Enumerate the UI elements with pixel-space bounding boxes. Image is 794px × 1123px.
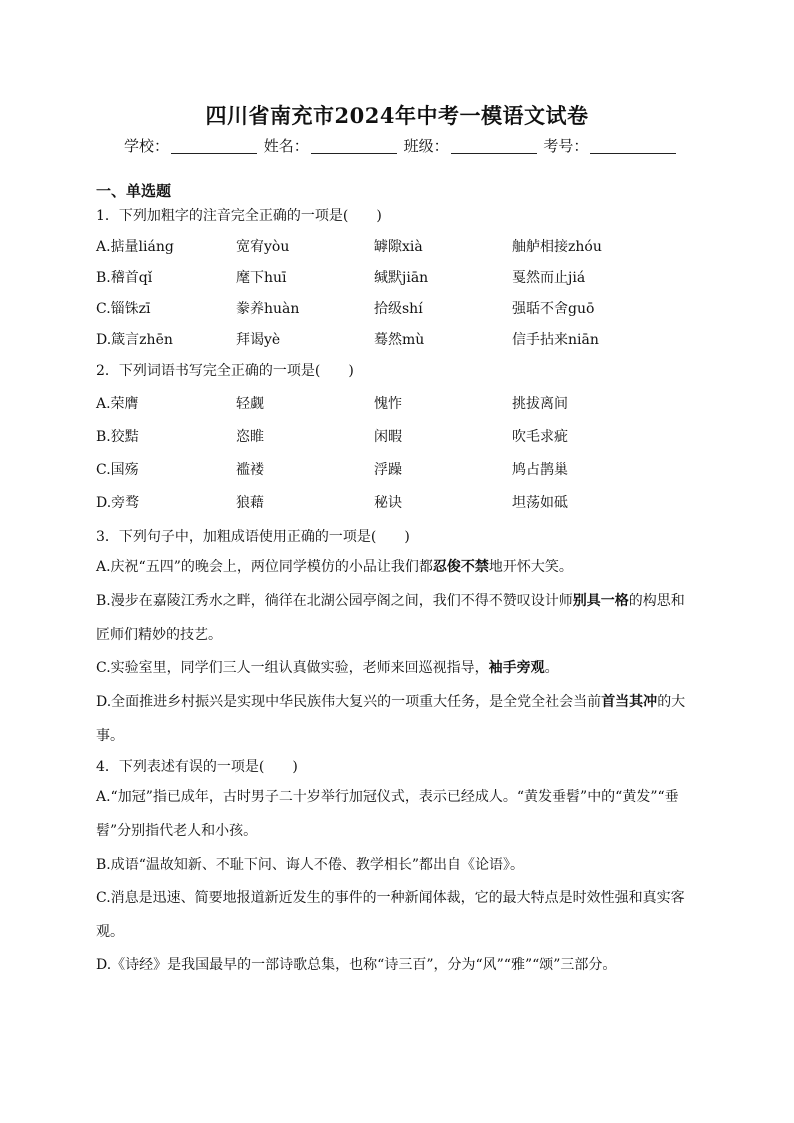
q1-option-cell: B.稽首qǐ [96, 270, 153, 286]
q4-stem: 4．下列表述有误的一项是( ) [96, 759, 298, 775]
school-blank [171, 138, 257, 154]
name-blank [311, 138, 397, 154]
q2-option-cell: B.狡黠 [96, 429, 139, 445]
q2-option-cell: C.国殇 [96, 462, 139, 478]
q1-option-cell: 豢养huàn [236, 301, 300, 317]
q2-option-cell: 挑拔离间 [512, 396, 568, 412]
q2-stem: 2．下列词语书写完全正确的一项是( ) [96, 363, 354, 379]
q1-stem: 1．下列加粗字的注音完全正确的一项是( ) [96, 208, 382, 224]
q2-option-cell: 闲暇 [374, 429, 402, 445]
q3-b-text: B.漫步在嘉陵江秀水之畔，徜徉在北湖公园亭阁之间，我们不得不赞叹设计师 [96, 593, 573, 609]
q3-c-text-end: 。 [544, 660, 559, 676]
q3-d-text: D.全面推进乡村振兴是实现中华民族伟大复兴的一项重大任务，是全党全社会当前 [96, 694, 602, 710]
q2-option-cell: 鸠占鹊巢 [512, 462, 568, 478]
q1-option-cell: 拜谒yè [236, 332, 281, 348]
section-heading: 一、单选题 [96, 182, 172, 200]
school-label: 学校： [124, 137, 170, 155]
class-blank [451, 138, 537, 154]
q3-option-d [96, 685, 696, 753]
q2-option-cell: 轻觑 [236, 396, 264, 412]
exam-no-blank [590, 138, 676, 154]
q2-option-cell: 浮躁 [374, 462, 402, 478]
q4-option-b: B.成语“温故知新、不耻下问、诲人不倦、教学相长”都出自《论语》。 [96, 857, 525, 873]
q1-option-cell: A.掂量liáng [96, 239, 174, 255]
q2-option-cell: 吹毛求疵 [512, 429, 568, 445]
q3-a-text-end: 地开怀大笑。 [488, 559, 573, 575]
q1-option-cell: 麾下huī [236, 270, 287, 286]
q1-option-cell: 宽宥yòu [236, 239, 290, 255]
exam-no-label: 考号： [543, 137, 589, 155]
name-label: 姓名： [263, 137, 309, 155]
q3-b-bold: 别具一格 [572, 593, 629, 609]
q2-option-cell: 秘诀 [374, 495, 402, 511]
q3-b-text-end: 的构思和匠师们精妙的技艺。 [96, 593, 685, 643]
q3-a-bold: 忍俊不禁 [432, 559, 489, 575]
class-label: 班级： [403, 137, 449, 155]
q1-option-cell: 罅隙xià [374, 239, 423, 255]
student-info-line [124, 135, 678, 156]
q2-option-cell: 恣睢 [236, 429, 264, 445]
q3-stem: 3．下列句子中，加粗成语使用正确的一项是( ) [96, 529, 410, 545]
q2-option-cell: A.荣膺 [96, 396, 139, 412]
q4-option-a: A.“加冠”指已成年，古时男子二十岁举行加冠仪式，表示已经成人。“黄发垂髫”中的“黄发”“垂髫”分别指代老人和小孩。 [96, 789, 679, 839]
q3-c-text: C.实验室里，同学们三人一组认真做实验，老师来回巡视指导， [96, 660, 489, 676]
q1-option-cell: 拾级shí [374, 301, 423, 317]
page-title: 四川省南充市2024年中考一模语文试卷 [205, 103, 589, 128]
q1-option-cell: 信手拈来niān [512, 332, 599, 348]
q1-option-cell: 舳舻相接zhóu [512, 239, 602, 255]
q2-option-cell: D.旁骛 [96, 495, 140, 511]
q1-option-cell: D.箴言zhēn [96, 332, 173, 348]
q1-option-cell: 缄默jiān [374, 270, 429, 286]
q2-option-cell: 狼藉 [236, 495, 264, 511]
q3-a-text: A.庆祝“五四”的晚会上，两位同学模仿的小品让我们都 [96, 559, 433, 575]
q2-option-cell: 坦荡如砥 [512, 495, 568, 511]
q4-option-c: C.消息是迅速、简要地报道新近发生的事件的一种新闻体裁，它的最大特点是时效性强和真实客观。 [96, 890, 685, 940]
q1-option-cell: 强聒不舍guō [512, 301, 595, 317]
q3-d-text-end: 的大事。 [96, 694, 686, 744]
q4-option-d: D.《诗经》是我国最早的一部诗歌总集，也称“诗三百”，分为“风”“雅”“颂”三部分。 [96, 957, 617, 973]
q3-option-a [96, 550, 696, 584]
q2-option-cell: 褴褛 [236, 462, 264, 478]
q1-option-cell: 蓦然mù [374, 332, 425, 348]
q3-c-bold: 袖手旁观 [488, 660, 545, 676]
q3-d-bold: 首当其冲 [601, 694, 658, 710]
q3-option-c [96, 651, 696, 685]
q3-option-b [96, 584, 696, 652]
q1-option-cell: 戛然而止jiá [512, 270, 586, 286]
q2-option-cell: 愧怍 [374, 396, 402, 412]
q1-option-cell: C.锱铢zī [96, 301, 151, 317]
